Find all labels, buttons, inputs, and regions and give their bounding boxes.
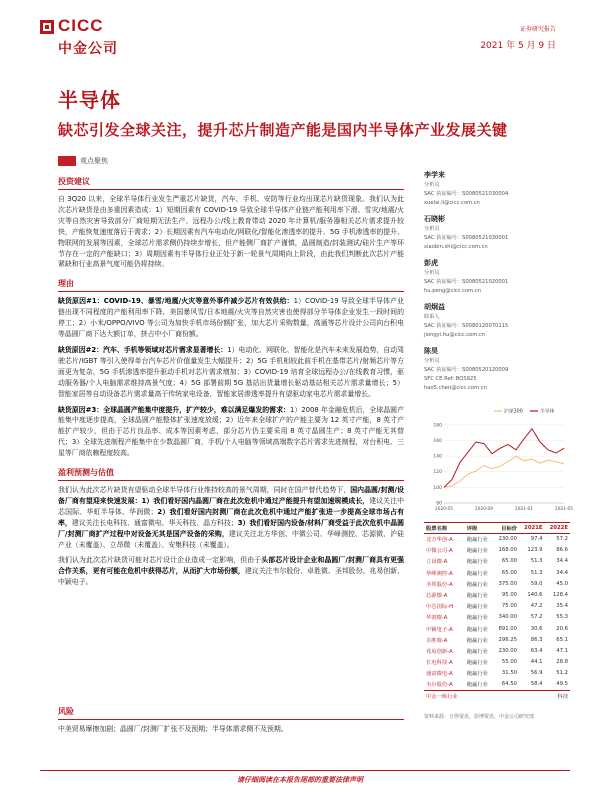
table-row	[424, 668, 570, 679]
report-headline: 缺芯引发全球关注，提升芯片制造产能是国内半导体产业发展关键	[58, 121, 508, 139]
pe-2022e-cell: 49.5	[556, 681, 568, 688]
performance-line-chart	[424, 403, 573, 519]
table-row-industry	[424, 690, 570, 701]
chart-legend	[494, 408, 555, 415]
target-price-cell: 230.00	[498, 647, 518, 654]
analyst-license: SAC 执证编号：S0080521020001	[424, 279, 509, 285]
chart-legend-label: 半导体	[540, 409, 555, 415]
pe-2022e-cell: 51.2	[556, 670, 568, 677]
cicc-logo-mark-icon	[40, 20, 54, 34]
pe-2022e-cell: 57.2	[556, 536, 568, 543]
pe-2022e-cell: 128.4	[552, 592, 568, 599]
pe-2021e-cell: 140.6	[527, 592, 543, 599]
brand-zh: 中金公司	[58, 41, 118, 57]
tag-label: 观点聚焦	[80, 157, 108, 165]
pe-2022e-cell: 47.1	[556, 647, 568, 654]
stock-name-cell[interactable]: 卓胜微-A	[426, 637, 448, 644]
analyst-card	[424, 258, 564, 296]
chart-y-tick-label: 120	[433, 470, 442, 476]
rating-cell: 跑赢行业	[466, 604, 488, 611]
stock-name-cell[interactable]: 圣邦股份-A	[426, 581, 453, 588]
investment-paragraph: 自 3Q20 以来，全球半导体行业发生严重芯片缺货，汽车、手机、安防等行业均出现芯片缺货现象。我们认为此次芯片缺货是由多重因素造成：1）短期因素有 COVID-19 导致全球半导体产业链产能利用率下滑、雪灾/地震/火灾等自然灾害导致部分厂商短期无法生产、远程办公/线上教育带动 2020 年计算机/服务器相关芯片需求提升较快，产能恢复速度落后于需求；2）长期因素有汽车电动化/网联化/智能化渗透率的提升、5G 手机渗透率的提升、物联网的发展等因素，全球芯片需求侧仍持续步增长，但产能侧厂商扩产谨慎，晶圆制造/封装测试/硅片生产等环节存在一定的产能缺口；3）周期因素有半导体行业正处于新一轮景气周期向上阶段，由此我们判断此次芯片产能紧缺和行业高景气度可能仍将持续。	[58, 195, 404, 269]
tag-bar	[58, 156, 76, 166]
rating-cell: 跑赢行业	[466, 648, 488, 655]
chart-y-ticks	[433, 422, 442, 506]
rating-cell: 跑赢行业	[466, 581, 488, 588]
table-header-row	[424, 523, 570, 534]
reason-1-lead: 缺货原因#1：COVID-19、暴雪/地震/火灾等意外事件减少芯片有效供给：	[58, 297, 294, 306]
target-price-cell: 31.50	[501, 670, 518, 677]
reason-3-paragraph	[58, 405, 404, 460]
stock-name-cell[interactable]: 立昂微-A	[426, 559, 448, 566]
forecast-highlight: 国内晶圆/封测/设备厂商有望迎来快速发展：1）我们看好国内晶圆厂商在此次危机中通过产能提升有望加速规模成长，	[58, 486, 404, 505]
pe-2022e-cell: 34.4	[556, 569, 568, 576]
stock-name-cell[interactable]: 中芯国际-H	[426, 604, 454, 611]
chart-y-tick-label: 160	[433, 438, 442, 444]
pe-2021e-cell: 47.2	[530, 603, 543, 610]
chart-x-tick-label: 2020-05	[435, 507, 453, 512]
section-heading-reason: 理由	[58, 279, 74, 289]
pe-2021e-cell: 56.9	[530, 670, 543, 677]
document-type: 证券研究报告	[519, 26, 556, 33]
col-header: 2022E	[545, 523, 570, 534]
table-row	[424, 534, 570, 545]
forecast-text: 我们认为此次芯片缺货有望驱动全球半导体行业维持较高的景气周期，同时在国产替代趋势下，	[58, 486, 351, 495]
stock-name-cell[interactable]: 芯源微-A	[426, 593, 448, 600]
analyst-email[interactable]: xiaobin.shi@cicc.com.cn	[424, 244, 488, 250]
analyst-sfc-ref: SFC CE Ref: BQS925	[424, 376, 477, 382]
stock-name-cell[interactable]: 韦尔股份-A	[426, 682, 453, 689]
analyst-name: 陈昊	[424, 347, 438, 355]
forecast-highlight: 3）我们看好国内设备/材料厂商受益于此次危机中晶圆厂/封测厂商扩产过程中对设备无其是国产设备的采购，	[58, 518, 405, 538]
section-divider	[58, 719, 404, 720]
pe-2022e-cell: 65.1	[556, 636, 568, 643]
chart-y-tick-label: 140	[433, 454, 442, 460]
forecast-text: 建议关注韦尔股份、卓胜微、圣邦股份、兆易创新、中颖电子。	[58, 567, 405, 587]
target-price-cell: 168.00	[498, 547, 518, 554]
analyst-list	[424, 170, 564, 399]
pe-2021e-cell: 44.1	[530, 659, 543, 666]
target-price-cell: 55.00	[501, 659, 518, 666]
forecast-highlight: 头部芯片设计企业和晶圆厂/封测厂商具有更强合作关系，更有可能在危机中获得芯片，从而扩大市场份额，	[58, 556, 405, 576]
analyst-card	[424, 214, 564, 252]
chart-legend-label: 沪深300	[504, 409, 523, 415]
rating-cell: 跑赢行业	[466, 570, 488, 577]
section-heading-risk: 风险	[58, 707, 74, 716]
pe-2022e-cell: 45.0	[556, 580, 568, 587]
table-row	[424, 679, 570, 690]
target-price-cell: 230.00	[498, 536, 518, 543]
forecast-paragraph-1	[58, 485, 404, 550]
rating-cell: 跑赢行业	[466, 548, 488, 555]
stock-name-cell[interactable]: 中微公司-A	[426, 548, 453, 555]
stock-rating-table	[424, 522, 570, 701]
analyst-name: 李学来	[424, 171, 445, 179]
pe-2022e-cell: 34.4	[556, 558, 568, 565]
target-price-cell: 95.00	[501, 592, 518, 599]
industry-cell	[465, 690, 494, 701]
target-price-cell: 75.00	[501, 603, 518, 610]
reason-1-paragraph	[58, 296, 404, 340]
col-header: 目标价	[493, 523, 519, 534]
target-price-cell: 64.50	[501, 681, 518, 688]
forecast-paragraph-2	[58, 555, 404, 588]
rating-cell: 跑赢行业	[466, 682, 488, 689]
analyst-card	[424, 170, 564, 208]
stock-name-cell[interactable]: 长电科技-A	[426, 660, 453, 667]
table-row	[424, 556, 570, 567]
reason-3-text: 1）2008 年金融危机后，全球晶圆产能集中度逐步提高，全球晶圆产能整体扩张速度放缓；2）近年来全球扩产的产能主要为 12 英寸产能，8 英寸产能扩产较少，但由于芯片良品率、成本等因素考虑，部分芯片仍主要采用 8 英寸晶圆生产；8 英寸产能无其替代；3）全球先进制程产能集中在少数晶圆厂商，手机/个人电脑等领域高端数字芯片需求先进制程，对台积电、三星等厂商依赖程度较高。	[58, 405, 404, 458]
data-source-note: 资料来源：万得资讯，彭博资讯，中金公司研究部	[424, 714, 535, 720]
cicc-logo	[40, 14, 120, 58]
rating-cell: 跑赢行业	[466, 671, 488, 678]
pe-2022e-cell: 35.4	[556, 603, 568, 610]
analyst-role: 联系人	[424, 314, 440, 320]
forecast-text: 建议关注长电科技、通富微电、华天科技、晶方科技；	[71, 518, 238, 527]
table-row	[424, 634, 570, 645]
chart-y-tick-label: 80	[436, 501, 442, 507]
pe-2022e-cell: 20.6	[556, 625, 568, 632]
rating-cell: 跑赢行业	[466, 615, 488, 622]
section-divider	[58, 189, 404, 190]
analyst-role: 分析员	[424, 358, 440, 364]
col-header: 股票名称	[424, 523, 465, 534]
rating-cell: 跑赢行业	[466, 559, 488, 566]
rating-cell: 跑赢行业	[466, 660, 488, 667]
pe-2022e-cell: 86.6	[556, 547, 568, 554]
table-row	[424, 567, 570, 578]
industry-cell: 中金一级行业	[424, 690, 465, 701]
analyst-license: SAC 执证编号：S0080521030004	[424, 191, 509, 197]
chart-y-tick-label: 180	[433, 423, 442, 429]
stock-name-cell[interactable]: 兆易创新-A	[426, 648, 453, 655]
chart-series	[444, 429, 564, 488]
stock-name-cell[interactable]: 通富微电-A	[426, 671, 453, 678]
stock-name-cell[interactable]: 北方华创-A	[426, 537, 453, 544]
analyst-name: 石晓彬	[424, 215, 445, 223]
reason-2-text: 1）电动化、网联化、智能化是汽车未来发展趋势，自动驾驶芯片/IGBT 等引入使得单台汽车芯片价值量发生大幅提升；2）5G 手机相较此前手机在基带芯片/射频芯片等方面更为复杂，5G 手机渗透率提升驱动手机对芯片需求增加；3）COVID-19 培育全球远程办公/在线教育习惯，驱动服务器/个人电脑需求维持高景气度；4）5G 部署前期 5G 基站出货量增长驱动基站相关芯片需求量增长；5）智能家居等自动设备芯片需求量高于传统家电设备，智能家居渗透率提升有望驱动家电芯片需求量增长。	[58, 345, 404, 398]
pe-2021e-cell: 51.3	[530, 569, 543, 576]
analyst-license: SAC 执证编号：S0080521030001	[424, 235, 509, 241]
target-price-cell: 375.00	[498, 580, 518, 587]
section-heading-forecast: 盈利预测与估值	[58, 468, 114, 478]
target-price-cell: 340.00	[498, 614, 518, 621]
stock-name-cell[interactable]: 中颖电子-A	[426, 626, 453, 633]
table-row	[424, 545, 570, 556]
analyst-name: 彭虎	[424, 259, 438, 267]
legal-notice-footer: 请仔细阅读在本报告尾部的重要法律声明	[237, 776, 363, 784]
analyst-email[interactable]: xuelai.li@cicc.com.cn	[424, 200, 480, 206]
report-tag	[58, 155, 118, 168]
target-price-cell: 65.00	[501, 569, 518, 576]
forecast-text: 建议关注北方华创、中微公司、华峰测控、芯源微、沪硅产业（未覆盖）、立昂微（未覆盖）、安集科技（未覆盖）。	[58, 529, 405, 549]
pe-2021e-cell: 58.4	[530, 681, 543, 688]
analyst-license: SAC 执证编号：S0080520120009	[424, 367, 509, 373]
report-date: 2021 年 5 月 9 日	[480, 41, 556, 51]
pe-2022e-cell: 28.8	[556, 659, 568, 666]
rating-cell: 跑赢行业	[466, 593, 488, 600]
analyst-role: 分析员	[424, 226, 440, 232]
section-divider	[58, 291, 404, 292]
chart-x-tick-label: 2021-01	[515, 507, 533, 512]
table-row	[424, 657, 570, 668]
reason-3-lead: 缺货原因#3：全球晶圆产能集中度提升，扩产较少，难以满足爆发的需求：	[58, 405, 290, 414]
analyst-role: 分析员	[424, 182, 440, 188]
industry-cell	[493, 690, 519, 701]
pe-2021e-cell: 51.3	[530, 558, 543, 565]
section-divider	[58, 480, 404, 481]
pe-2021e-cell: 30.6	[530, 625, 543, 632]
table-row	[424, 623, 570, 634]
forecast-text: 我们认为此次芯片缺货可能对芯片设计企业造成一定影响，但由于	[58, 556, 262, 565]
analyst-email[interactable]: hao5.chen@cicc.com.cn	[424, 385, 487, 391]
table-row	[424, 589, 570, 600]
stock-name-cell[interactable]: 华峰测控-A	[426, 570, 453, 577]
pe-2021e-cell: 59.0	[530, 580, 543, 587]
pe-2021e-cell: 97.4	[530, 536, 543, 543]
risk-section	[58, 706, 404, 735]
chart-series-line-1	[444, 429, 564, 488]
table-row	[424, 601, 570, 612]
col-header: 2021E	[519, 523, 544, 534]
main-body	[58, 176, 404, 588]
chart-y-tick-label: 100	[433, 485, 442, 491]
target-price-cell: 891.00	[498, 625, 518, 632]
pe-2021e-cell: 123.9	[527, 547, 543, 554]
chart-x-tick-label: 2021-05	[555, 507, 573, 512]
analyst-card	[424, 346, 564, 393]
rating-cell: 跑赢行业	[466, 637, 488, 644]
forecast-highlight: 2）我们看好国内封测厂商在此次危机中通过产能扩张进一步提高全球市场占有率，	[58, 507, 404, 527]
footer-divider	[40, 770, 570, 771]
sector-title: 半导体	[58, 88, 121, 112]
industry-cell: 科技	[545, 690, 570, 701]
rating-cell: 跑赢行业	[466, 626, 488, 633]
pe-2021e-cell: 86.3	[530, 636, 543, 643]
reason-1-text: 1）COVID-19 导致全球半导体产业链出现不同程度的产能利用率下降，美国暴风雪/日本地震/火灾等自然灾害也使得部分半导体企业发生一段时间的停工；2）小米/OPPO/VIVO 等公司为加快手机市场份额扩张，加大芯片采购数量，高通等芯片设计公司向台积电等晶圆厂商下达大额订单，挤占中小厂商份额。	[58, 297, 404, 339]
table-row	[424, 578, 570, 589]
pe-2021e-cell: 63.4	[530, 647, 543, 654]
table-row	[424, 645, 570, 656]
analyst-name: 胡炯益	[424, 303, 445, 311]
forecast-text: 建议关注中芯国际、华虹半导体、华润微；	[58, 496, 404, 516]
analyst-license: SAC 执证编号：S0080120070115	[424, 323, 509, 329]
rating-cell: 跑赢行业	[466, 537, 488, 544]
reason-2-lead: 缺货原因#2：汽车、手机等领域对芯片需求显著增长：	[58, 345, 228, 354]
pe-2022e-cell: 55.3	[556, 614, 568, 621]
analyst-role: 分析员	[424, 270, 440, 276]
risk-paragraph: 中美贸易摩擦加剧；晶圆厂/封测厂扩张不及预期；半导体需求侧不及预期。	[58, 725, 288, 733]
analyst-email[interactable]: hu.peng@cicc.com.cn	[424, 288, 481, 294]
analyst-card	[424, 302, 564, 340]
target-price-cell: 296.25	[498, 636, 518, 643]
brand-en: CICC	[58, 16, 104, 35]
analyst-email[interactable]: jiongyi.hu@cicc.com.cn	[424, 332, 486, 338]
section-heading-investment: 投资建议	[58, 177, 90, 186]
chart-x-tick-label: 2020-09	[475, 507, 493, 512]
reason-2-paragraph	[58, 345, 404, 400]
chart-x-ticks	[435, 506, 573, 512]
target-price-cell: 65.00	[501, 558, 518, 565]
table-row	[424, 612, 570, 623]
pe-2021e-cell: 57.2	[530, 614, 543, 621]
table-body	[424, 534, 570, 702]
col-header: 评级	[465, 523, 494, 534]
industry-cell	[519, 690, 544, 701]
stock-name-cell[interactable]: 华润微-A	[426, 615, 448, 622]
